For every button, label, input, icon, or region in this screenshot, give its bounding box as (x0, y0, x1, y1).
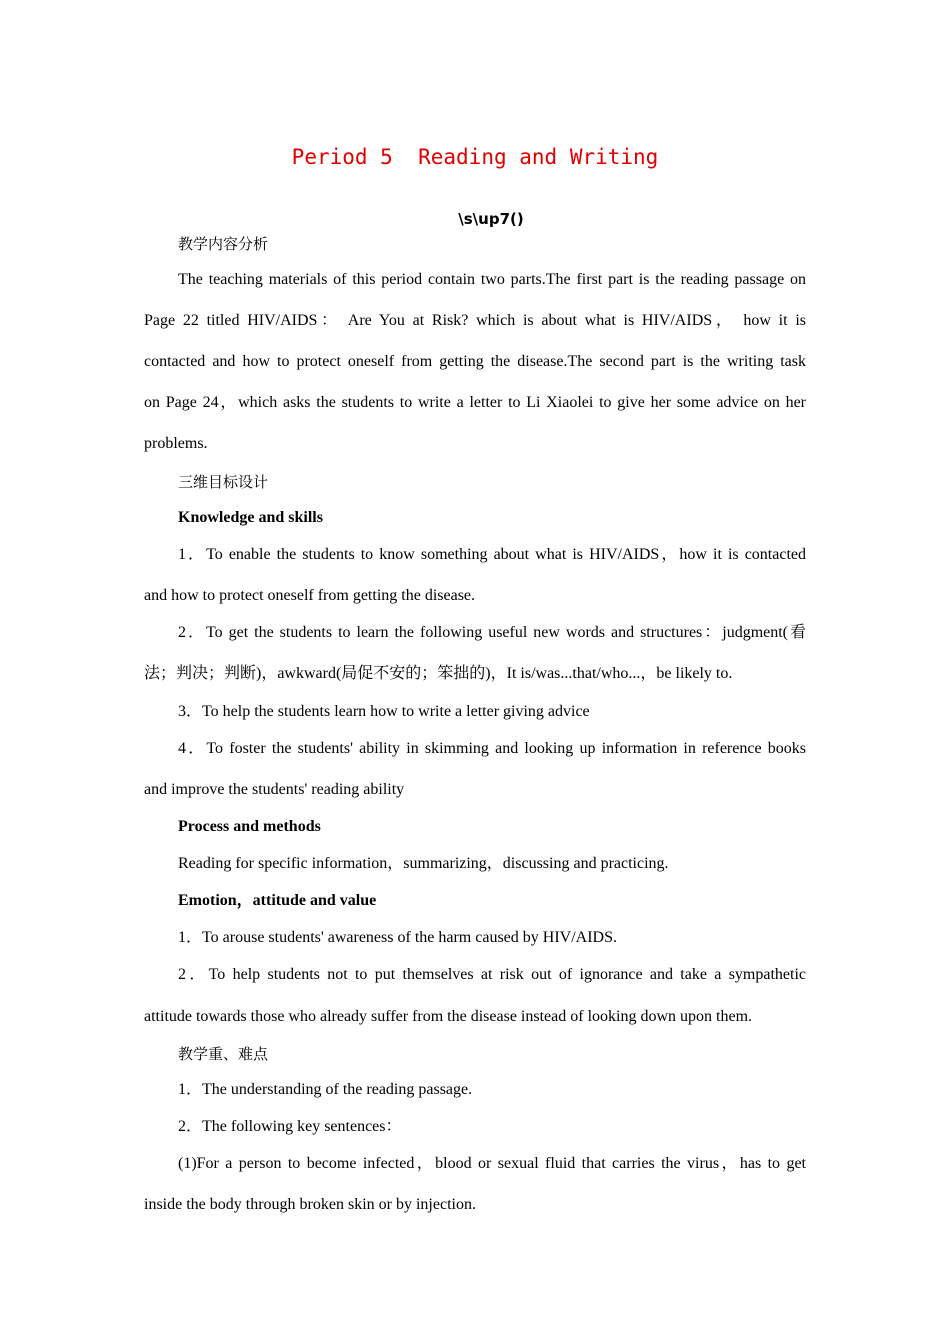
paragraph-line: The teaching materials of this period contain two parts.The first part is the reading passage on (178, 271, 806, 288)
field-code-text: \s\up7() (458, 210, 524, 228)
list-item-line: and how to protect oneself from getting the disease. (144, 587, 476, 604)
paragraph-line: on Page 24，which asks the students to write a letter to Li Xiaolei to give her some advice on her (144, 394, 806, 411)
list-item-line: 2．To help students not to put themselves at risk out of ignorance and take a sympathetic (178, 966, 806, 983)
paragraph-line: contacted and how to protect oneself from getting the disease.The second part is the writing task (144, 353, 806, 370)
list-item-line: attitude towards those who already suffer from the disease instead of looking down upon them. (144, 1008, 753, 1025)
paragraph-line: Page 22 titled HIV/AIDS： Are You at Risk? which is about what is HIV/AIDS， how it is (144, 312, 806, 329)
list-item-line: (1)For a person to become infected，blood or sexual fluid that carries the virus，has to get (178, 1155, 806, 1172)
list-item-line: 1．To arouse students' awareness of the harm caused by HIV/AIDS. (178, 929, 617, 946)
list-item-line: 法；判决；判断)，awkward(局促不安的；笨拙的)，It is/was...that/who...，be likely to. (144, 665, 733, 682)
section-heading-content-analysis: 教学内容分析 (178, 235, 269, 253)
list-item-line: and improve the students' reading ability (144, 781, 405, 798)
section-heading-goals: 三维目标设计 (178, 473, 269, 491)
list-item-line: inside the body through broken skin or by injection. (144, 1196, 476, 1213)
list-item-line: 1．The understanding of the reading passage. (178, 1081, 473, 1098)
section-heading-key-points: 教学重、难点 (178, 1045, 269, 1063)
page-title: Period 5 Reading and Writing (291, 145, 659, 169)
list-item-line: 2．To get the students to learn the following useful new words and structures：judgment(看 (178, 624, 806, 641)
list-item-line: 3．To help the students learn how to write a letter giving advice (178, 703, 590, 720)
subheading-knowledge-skills: Knowledge and skills (178, 509, 323, 526)
list-item-line: 2．The following key sentences： (178, 1118, 402, 1135)
list-item-line: 4．To foster the students' ability in skimming and looking up information in reference books (178, 740, 806, 757)
paragraph-line: Reading for specific information，summarizing，discussing and practicing. (178, 855, 669, 872)
paragraph-line: problems. (144, 435, 208, 452)
subheading-emotion-attitude-value: Emotion，attitude and value (178, 892, 377, 909)
subheading-process-methods: Process and methods (178, 818, 321, 835)
list-item-line: 1．To enable the students to know something about what is HIV/AIDS，how it is contacted (178, 546, 806, 563)
